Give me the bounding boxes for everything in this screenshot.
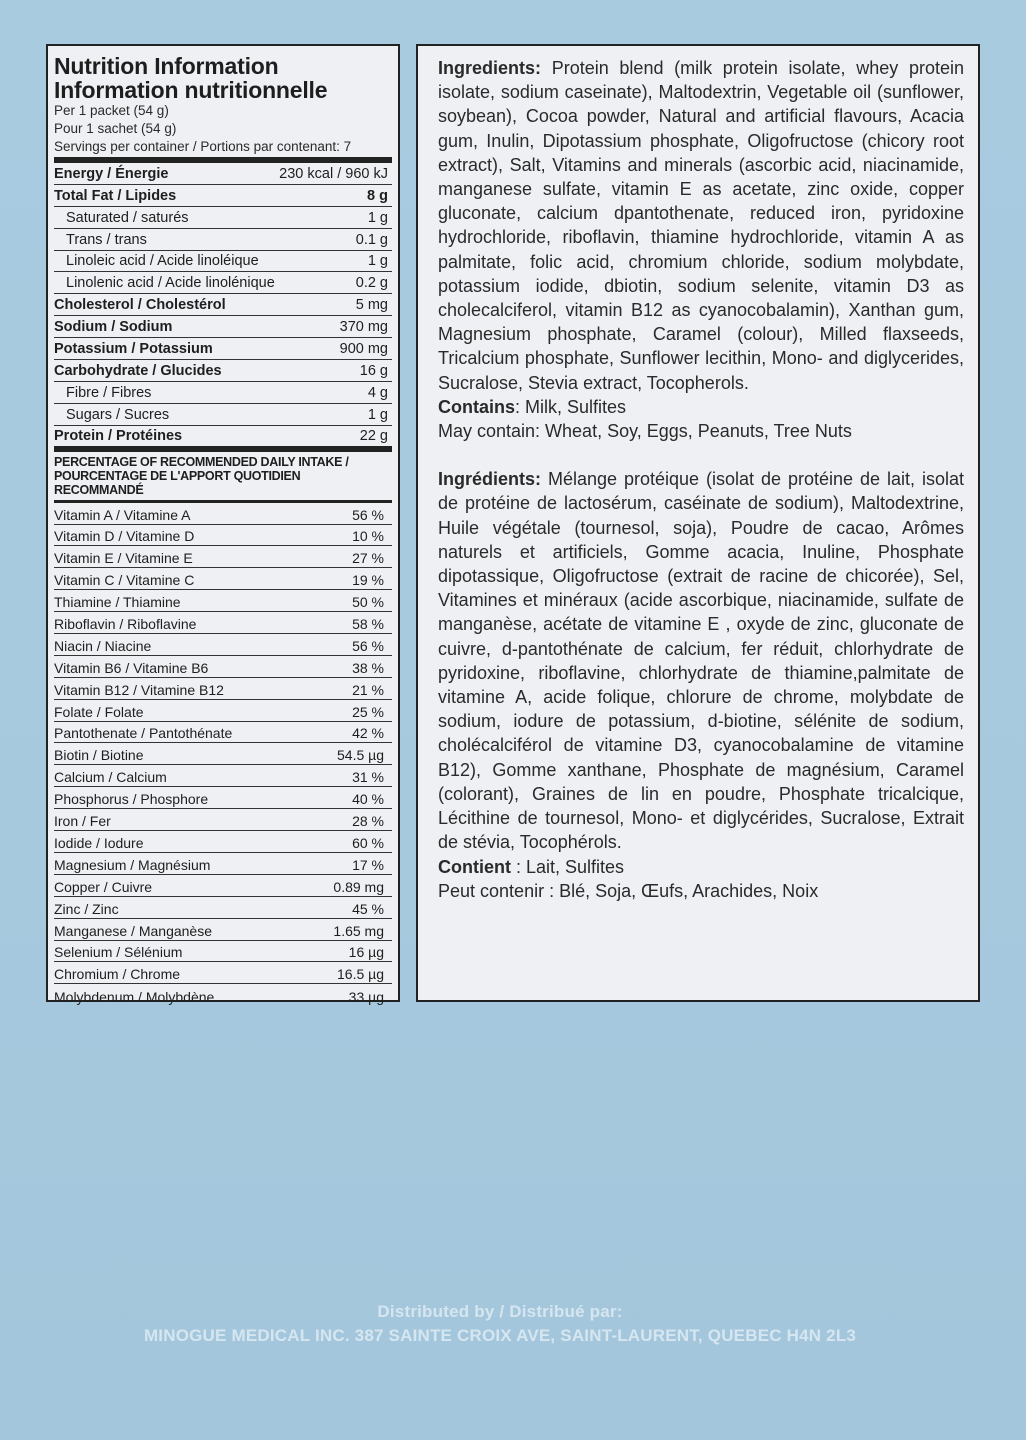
vitamin-label: Phosphorus / Phosphore xyxy=(54,791,209,808)
vitamin-value: 54.5 µg xyxy=(337,747,384,764)
vitamin-value: 16 µg xyxy=(348,944,384,961)
nutrient-value: 0.2 g xyxy=(355,275,388,292)
vitamin-label: Copper / Cuivre xyxy=(54,878,153,895)
vitamin-label: Zinc / Zinc xyxy=(54,900,119,917)
vitamin-label: Niacin / Niacine xyxy=(54,637,152,654)
vitamin-label: Vitamin B12 / Vitamine B12 xyxy=(54,681,224,698)
energy-label: Energy / Énergie xyxy=(54,165,169,182)
nutrient-row xyxy=(54,360,392,382)
energy-row xyxy=(54,163,392,185)
nutrient-row xyxy=(54,404,392,426)
nutrient-value: 16 g xyxy=(359,362,388,379)
vitamin-row xyxy=(54,546,392,568)
vitamin-value: 27 % xyxy=(352,550,384,567)
vitamin-row xyxy=(54,568,392,590)
contains-en-text: : Milk, Sulfites xyxy=(515,396,627,417)
contains-en xyxy=(438,395,964,419)
distributor-address: MINOGUE MEDICAL INC. 387 SAINTE CROIX AVE, SAINT-LAURENT, QUEBEC H4N 2L3 xyxy=(143,1326,857,1345)
vitamin-row xyxy=(54,590,392,612)
vitamin-value: 31 % xyxy=(352,769,384,786)
vitamin-row xyxy=(54,612,392,634)
nutrient-label: Protein / Protéines xyxy=(54,427,183,444)
nutrient-row xyxy=(54,294,392,316)
nutrient-label: Saturated / saturés xyxy=(66,209,189,226)
vitamin-value: 33 µg xyxy=(348,989,384,1006)
nutrient-row xyxy=(54,338,392,360)
nutrient-value: 1 g xyxy=(367,253,388,270)
vitamin-row xyxy=(54,503,392,525)
vitamin-value: 58 % xyxy=(352,616,384,633)
nutrient-value: 22 g xyxy=(359,427,388,444)
nutrient-label: Carbohydrate / Glucides xyxy=(54,362,222,379)
vitamin-label: Riboflavin / Riboflavine xyxy=(54,616,197,633)
nutrition-title-en: Nutrition Information xyxy=(54,53,279,79)
contains-fr-label: Contient xyxy=(438,856,511,877)
nutrient-label: Potassium / Potassium xyxy=(54,341,213,358)
vitamin-label: Molybdenum / Molybdène xyxy=(54,989,215,1006)
vitamin-label: Manganese / Manganèse xyxy=(54,922,212,939)
vitamin-label: Chromium / Chrome xyxy=(54,966,181,983)
vitamin-value: 42 % xyxy=(352,725,384,742)
nutrient-value: 370 mg xyxy=(339,319,388,336)
vitamin-label: Vitamin A / Vitamine A xyxy=(54,506,191,523)
vitamin-row xyxy=(54,941,392,963)
vitamin-row xyxy=(54,765,392,787)
vitamin-row xyxy=(54,700,392,722)
ingredients-fr xyxy=(438,467,964,854)
vitamin-value: 25 % xyxy=(352,703,384,720)
vitamin-row xyxy=(54,853,392,875)
nutrient-label: Fibre / Fibres xyxy=(66,384,152,401)
nutrient-row xyxy=(54,185,392,207)
vitamin-value: 28 % xyxy=(352,813,384,830)
daily-intake-header-en: PERCENTAGE OF RECOMMENDED DAILY INTAKE / xyxy=(54,454,349,469)
nutrient-value: 5 mg xyxy=(355,297,388,314)
nutrient-label: Linoleic acid / Acide linoléique xyxy=(66,253,259,270)
nutrient-row xyxy=(54,426,392,452)
vitamin-label: Calcium / Calcium xyxy=(54,769,167,786)
serving-size-fr: Pour 1 sachet (54 g) xyxy=(54,121,177,136)
contains-fr xyxy=(438,855,964,879)
nutrient-row xyxy=(54,251,392,273)
vitamin-row xyxy=(54,962,392,984)
daily-intake-header-fr: POURCENTAGE DE L'APPORT QUOTIDIEN RECOMMANDÉ xyxy=(54,468,301,497)
vitamin-row xyxy=(54,984,392,1006)
nutrient-value: 900 mg xyxy=(339,341,388,358)
vitamin-value: 19 % xyxy=(352,572,384,589)
vitamin-row xyxy=(54,875,392,897)
vitamin-value: 0.89 mg xyxy=(333,878,384,895)
servings-per-container: Servings per container / Portions par contenant: 7 xyxy=(54,138,392,163)
vitamin-value: 56 % xyxy=(352,506,384,523)
vitamin-value: 45 % xyxy=(352,900,384,917)
vitamin-value: 60 % xyxy=(352,834,384,851)
nutrient-label: Trans / trans xyxy=(66,231,147,248)
nutrient-row xyxy=(54,272,392,294)
nutrient-value: 0.1 g xyxy=(355,231,388,248)
vitamin-list xyxy=(54,503,392,1006)
vitamin-label: Vitamin C / Vitamine C xyxy=(54,572,195,589)
vitamin-value: 40 % xyxy=(352,791,384,808)
nutrient-row xyxy=(54,316,392,338)
ingredients-en-label: Ingredients: xyxy=(438,58,542,78)
daily-intake-header xyxy=(54,452,392,503)
ingredients-fr-label: Ingrédients: xyxy=(438,469,542,490)
nutrient-row xyxy=(54,382,392,404)
serving-size-en: Per 1 packet (54 g) xyxy=(54,103,169,118)
nutrient-value: 4 g xyxy=(367,384,388,401)
vitamin-row xyxy=(54,656,392,678)
vitamin-row xyxy=(54,831,392,853)
ingredients-panel xyxy=(416,44,980,1002)
nutrient-value: 1 g xyxy=(367,406,388,423)
nutrient-value: 8 g xyxy=(367,187,388,204)
vitamin-label: Thiamine / Thiamine xyxy=(54,594,181,611)
nutrient-label: Cholesterol / Cholestérol xyxy=(54,297,226,314)
vitamin-label: Selenium / Sélénium xyxy=(54,944,183,961)
vitamin-value: 38 % xyxy=(352,659,384,676)
vitamin-row xyxy=(54,919,392,941)
vitamin-label: Vitamin D / Vitamine D xyxy=(54,528,195,545)
nutrient-label: Linolenic acid / Acide linolénique xyxy=(66,275,275,292)
may-contain-en: May contain: Wheat, Soy, Eggs, Peanuts, Tree Nuts xyxy=(438,421,852,442)
vitamin-row xyxy=(54,634,392,656)
vitamin-value: 21 % xyxy=(352,681,384,698)
ingredients-en xyxy=(438,56,964,395)
vitamin-label: Magnesium / Magnésium xyxy=(54,856,211,873)
vitamin-label: Vitamin E / Vitamine E xyxy=(54,550,193,567)
vitamin-label: Pantothenate / Pantothénate xyxy=(54,725,233,742)
nutrient-value: 1 g xyxy=(367,209,388,226)
vitamin-row xyxy=(54,743,392,765)
vitamin-label: Iron / Fer xyxy=(54,813,111,830)
distributor-heading: Distributed by / Distribué par: xyxy=(377,1302,623,1321)
contains-fr-text: : Lait, Sulfites xyxy=(510,856,625,877)
nutrient-label: Sugars / Sucres xyxy=(66,406,170,423)
contains-en-label: Contains xyxy=(438,396,516,417)
nutrient-label: Total Fat / Lipides xyxy=(54,187,177,204)
nutrition-facts-table xyxy=(46,44,400,1006)
vitamin-label: Iodide / Iodure xyxy=(54,834,144,851)
vitamin-row xyxy=(54,678,392,700)
vitamin-row xyxy=(54,787,392,809)
ingredients-fr-text: Mélange protéique (isolat de protéine de lait, isolat de protéine de lactosérum, caséinate de sodium), Maltodextrine, Huile végétale (tournesol, soja), Poudre de cacao, Arômes naturels et artificiels, Gomme acacia, Inuline, Phosphate dipotassique, Oligofructose (extrait de racine de chicorée), Sel, Vitamines et minéraux (acide ascorbique, niacinamide, sulfate de manganèse, acétate de vitamine E , oxyde de zinc, gluconate de cuivre, d-pantothénate de calcium, fer réduit, chlorhydrate de pyridoxine, riboflavine, chlorhydrate de thiamine,palmitate de vitamine A, acide folique, chlorure de chrome, molybdate de sodium, iodure de potassium, d-biotine, sélénite de sodium, cholécalciférol de vitamine D3, cyanocobalamine de vitamine B12), Gomme xanthane, Phosphate de magnésium, Caramel (colorant), Graines de lin en poudre, Phosphate tricalcique, Lécithine de tournesol, Mono- et diglycérides, Sucralose, Extrait de stévia, Tocophérols. xyxy=(438,469,964,853)
vitamin-row xyxy=(54,897,392,919)
ingredients-en-text: Protein blend (milk protein isolate, whey protein isolate, sodium caseinate), Maltodextrin, Vegetable oil (sunflower, soybean), Cocoa powder, Natural and artificial flavours, Acacia gum, Inulin, Dipotassium phosphate, Oligofructose (chicory root extract), Salt, Vitamins and minerals (ascorbic acid, niacinamide, manganese sulfate, vitamin E as acetate, zinc oxide, copper gluconate, calcium dpantothenate, reduced iron, pyridoxine hydrochloride, riboflavin, thiamine hydrochloride, vitamin A as palmitate, folic acid, chromium chloride, sodium molybdate, potassium iodide, dbiotin, sodium selenite, vitamin D3 as cholecalciferol, vitamin B12 as cyanocobalamin), Xanthan gum, Magnesium phosphate, Caramel (colour), Milled flaxseeds, Tricalcium phosphate, Sunflower lecithin, Mono- and diglycerides, Sucralose, Stevia extract, Tocopherols. xyxy=(438,58,964,393)
vitamin-label: Biotin / Biotine xyxy=(54,747,144,764)
section-spacer xyxy=(438,443,964,467)
vitamin-row xyxy=(54,722,392,744)
vitamin-label: Vitamin B6 / Vitamine B6 xyxy=(54,659,209,676)
vitamin-row xyxy=(54,525,392,547)
nutrient-row xyxy=(54,207,392,229)
vitamin-value: 10 % xyxy=(352,528,384,545)
energy-value: 230 kcal / 960 kJ xyxy=(279,165,388,182)
vitamin-value: 56 % xyxy=(352,637,384,654)
vitamin-value: 17 % xyxy=(352,856,384,873)
vitamin-value: 1.65 mg xyxy=(333,922,384,939)
vitamin-value: 50 % xyxy=(352,594,384,611)
nutrient-label: Sodium / Sodium xyxy=(54,319,173,336)
vitamin-label: Folate / Folate xyxy=(54,703,144,720)
vitamin-row xyxy=(54,809,392,831)
nutrition-title-fr: Information nutritionnelle xyxy=(54,77,328,103)
vitamin-value: 16.5 µg xyxy=(337,966,384,983)
nutrient-row xyxy=(54,229,392,251)
may-contain-fr: Peut contenir : Blé, Soja, Œufs, Arachides, Noix xyxy=(438,880,819,901)
